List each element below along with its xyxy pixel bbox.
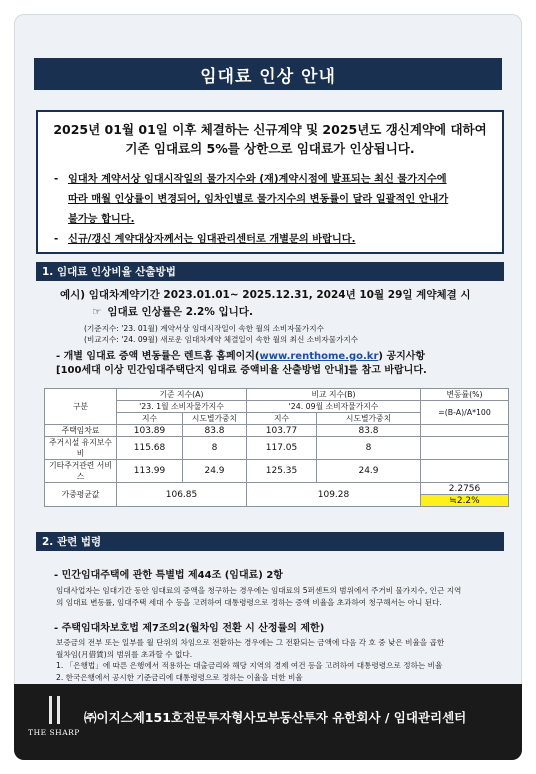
avg-base: 106.85 [117,483,247,507]
brand-logo-text: THE SHARP [28,728,80,737]
law-title-rental-act: - 민간임대주택에 관한 특별법 제44조 (임대료) 2항 [54,570,283,581]
notice-headline-line-2: 기존 임대료의 5%를 상한으로 임대료가 인상됩니다. [125,141,415,156]
rate-table [44,388,509,507]
calc-example: 예시) 임대차계약기간 2023.01.01~ 2025.12.31, 2024년 10월 29일 계약체결 시 [60,289,471,301]
table-col-index: 지수 [117,413,183,425]
brand-logo-icon [24,696,84,724]
pointing-hand-icon: ☞ [92,306,102,318]
notice-page [14,14,522,760]
table-row: 기타주거관련 서비스 113.99 24.9 125.35 24.9 [45,460,509,483]
law-text-lease-act: 보증금의 전부 또는 일부를 월 단위의 차임으로 전환하는 경우에는 그 전환되는 금액에 다음 각 호 중 낮은 비율을 곱한 월차임(月借賃)의 범위를 초과할 수 없다. 1. 「은행법」에 따른 은행에서 적용하는 대출금리와 해당 지역의 경제 여건 등을 고려하여 대통령령으로 정하는 비율 2. 한국은행에서 공시한 기준금리에 대통령령으로 정하는 이율을 더한 비율 [56,638,445,682]
notice-bullet-2: - 신규/갱신 계약대상자께서는 임대관리센터로 개별문의 바랍니다. [54,234,356,245]
compare-index-definition: (비교지수: '24. 09월) 새로운 임대차계약 체결일이 속한 월의 최신 소비자물가지수 [84,335,359,344]
table-col-weight: 시도별가중치 [183,413,247,425]
law-title-lease-act: - 주택임대차보호법 제7조의2(월차임 전환 시 산정률의 제한) [54,623,325,634]
index-definitions [84,323,358,345]
notice-bullet-1-end: 불가능 합니다. [68,214,135,225]
notice-headline-line-1: 2025년 01월 01일 이후 체결하는 신규계약 및 2025년도 갱신계약에 대하여 [53,122,487,137]
table-head-compare: 비교 지수(B) [247,389,421,401]
table-head-base: 기준 지수(A) [117,389,247,401]
renthome-link[interactable]: www.renthome.go.kr [259,351,379,362]
rate-approx-badge: ≒2.2% [421,495,509,507]
table-head-rate: 변동률(%) [421,389,509,401]
avg-compare: 109.28 [247,483,421,507]
calc-result [92,304,253,319]
renthome-notice: - 개별 임대료 증액 변동률은 렌트홈 홈페이지(www.renthome.go.kr) 공지사항 [100세대 이상 민간임대주택단지 임대료 증액비율 산출방법 안내]를 참고 바랍니다. [56,351,427,376]
avg-label: 가중평균값 [45,483,117,507]
base-index-definition: (기준지수: '23. 01월) 계약서상 임대시작일이 속한 월의 소비자물가지수 [84,324,324,333]
table-row-average [45,483,509,495]
table-base-period: '23. 1월 소비자물가지수 [117,401,247,413]
notice-box [36,110,504,254]
notice-bullet-1: - 임대차 계약서상 임대시작일의 물가지수와 (재)계약시점에 발표되는 최신 물가지수에 [54,174,447,185]
brand-logo [24,696,84,737]
notice-bullets [54,170,494,250]
rate-value: 2.2756 [421,483,509,495]
table-compare-period: '24. 09월 소비자물가지수 [247,401,421,413]
footer [14,684,522,760]
table-row: 주거시설 유지보수비 115.68 8 117.05 8 [45,437,509,460]
table-row: 주택임차료 103.89 83.8 103.77 83.8 [45,425,509,437]
section-header-laws: 2. 관련 법령 [36,532,504,551]
table-formula: =(B-A)/A*100 [421,401,509,425]
table-col-index: 지수 [247,413,317,425]
notice-bullet-1-cont: 따라 매월 인상률이 변경되어, 임차인별로 물가지수의 변동률이 달라 일괄적인 안내가 [68,194,449,205]
section-header-calculation: 1. 임대료 인상비율 산출방법 [36,262,504,281]
page-title: 임대료 인상 안내 [34,58,502,90]
calc-result-text: 임대료 인상률은 2.2% 입니다. [107,306,253,318]
table-col-weight: 시도별가중치 [317,413,421,425]
table-head-category: 구분 [45,389,117,425]
company-name: ㈜이지스제151호전문투자형사모부동산투자 유한회사 / 임대관리센터 [84,710,467,725]
notice-headline [46,120,494,158]
law-text-rental-act: 임대사업자는 임대기간 동안 임대료의 증액을 청구하는 경우에는 임대료의 5퍼센트의 범위에서 주거비 물가지수, 인근 지역 의 임대료 변동률, 임대주택 세대 수 등을 고려하여 대통령령으로 정하는 증액 비율을 초과하여 청구해서는 아니 된다. [56,586,462,607]
